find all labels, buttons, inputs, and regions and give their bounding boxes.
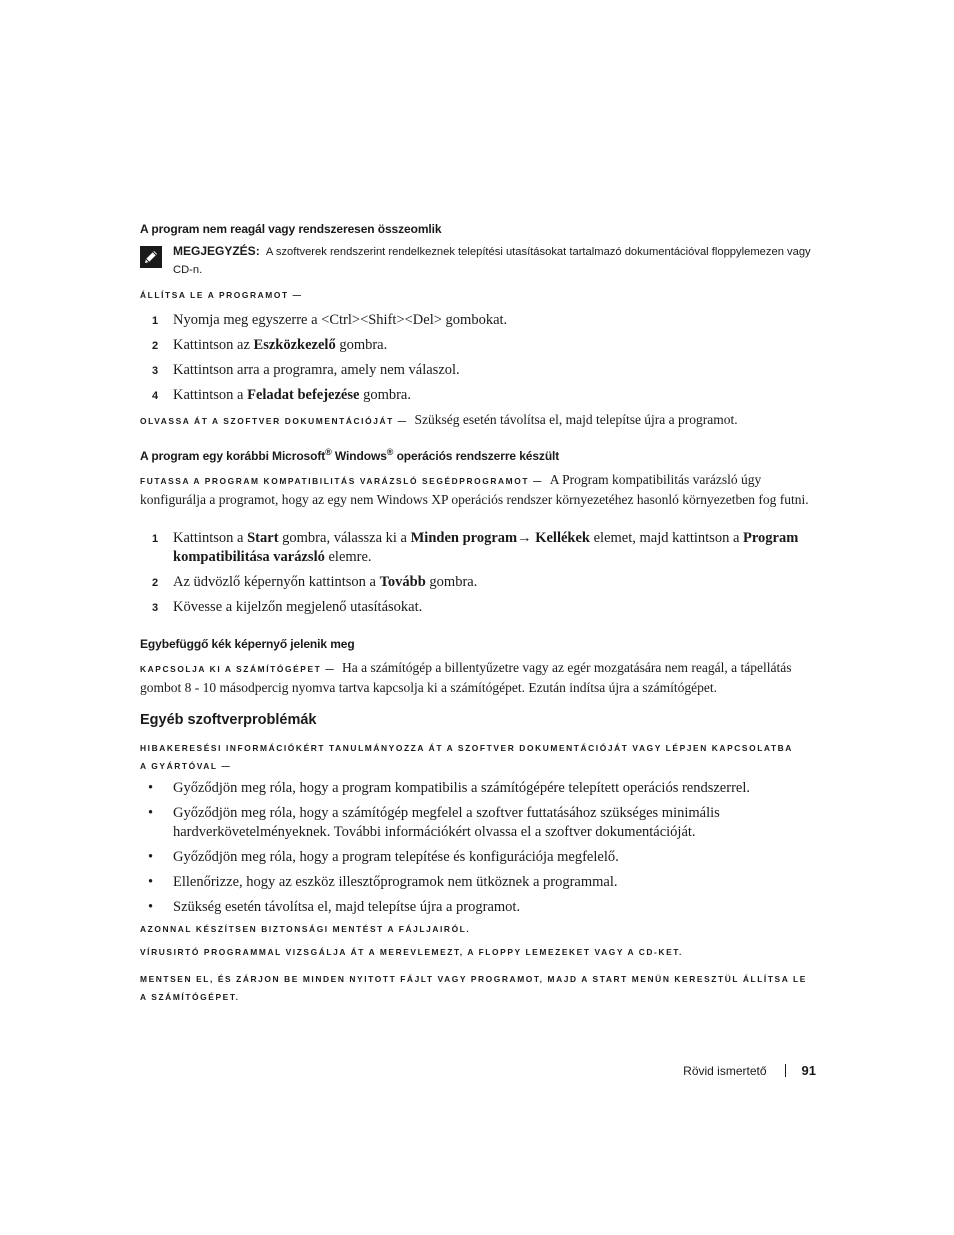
lead-compatibility-text: A Program kompatibilitás varázsló úgy konfigurálja a programot, hogy az egy nem Windows XP operációs rendszer környezetéhez hasonló környezetben fog futni.	[140, 472, 809, 507]
list-item	[152, 336, 816, 355]
note-pencil-icon	[140, 246, 162, 268]
step-ui-term: Feladat befejezése	[247, 387, 360, 403]
list-item	[148, 779, 816, 798]
section-title-other-software: Egyéb szoftverproblémák	[140, 712, 317, 728]
step-text: Az üdvözlő képernyőn kattintson a Tovább gombra.	[173, 574, 478, 590]
note-body: A szoftverek rendszerint rendelkeznek telepítési utasításokat tartalmazó dokumentációval floppylemezen vagy CD-n.	[173, 246, 811, 276]
list-item	[152, 361, 816, 380]
bullet-text: Győződjön meg róla, hogy a program kompatibilis a számítógépére telepített operációs rendszerrel.	[173, 780, 750, 796]
bullet-text: Győződjön meg róla, hogy a számítógép megfelel a szoftver futtatásához szükséges minimális hardverkövetelményeknek. További információkért olvassa el a szoftver dokumentációját.	[173, 805, 720, 840]
bullet-text: Győződjön meg róla, hogy a program telepítése és konfigurációja megfelelő.	[173, 849, 619, 865]
step-ui-term: Tovább	[379, 574, 426, 590]
note-text	[173, 242, 816, 279]
step-number: 3	[152, 365, 159, 377]
lead-virus-scan: VÍRUSIRTÓ PROGRAMMAL VIZSGÁLJA ÁT A MEREVLEMEZT, A FLOPPY LEMEZEKET VAGY A CD-KET.	[140, 947, 683, 957]
step-ui-term: Eszközkezelő	[253, 337, 336, 353]
bullet-icon: •	[148, 899, 154, 915]
list-item	[152, 386, 816, 405]
list-item	[152, 311, 816, 330]
lead-read-docs: OLVASSA ÁT A SZOFTVER DOKUMENTÁCIÓJÁT —	[140, 416, 408, 426]
footer-divider	[785, 1064, 786, 1077]
bullet-icon: •	[148, 805, 154, 821]
lead-power-off-text: Ha a számítógép a billentyűzetre vagy az egér mozgatására nem reagál, a tápellátás gombot 8 - 10 másodpercig nyomva tartva kapcsolja ki a számítógépet. Ezután indítsa újra a számítógépet.	[140, 660, 792, 695]
step-number: 4	[152, 390, 159, 402]
section-title-blue-screen: Egybefüggő kék képernyő jelenik meg	[140, 637, 355, 651]
section-title-program-not-responding: A program nem reagál vagy rendszeresen összeomlik	[140, 222, 442, 236]
lead-read-docs-paragraph	[140, 411, 816, 431]
list-item	[152, 573, 816, 592]
bullet-text: Szükség esetén távolítsa el, majd telepítse újra a programot.	[173, 899, 521, 915]
step-text: Kattintson a Feladat befejezése gombra.	[173, 387, 411, 403]
footer-section-name: Rövid ismertető	[683, 1064, 767, 1078]
step-text: Nyomja meg egyszerre a <Ctrl><Shift><Del> gombokat.	[173, 312, 508, 328]
list-item	[148, 804, 816, 842]
list-item	[148, 873, 816, 892]
step-text: Kattintson az Eszközkezelő gombra.	[173, 337, 388, 353]
note-block	[140, 242, 816, 279]
lead-troubleshooting-info: HIBAKERESÉSI INFORMÁCIÓKÉRT TANULMÁNYOZZA ÁT A SZOFTVER DOKUMENTÁCIÓJÁT VAGY LÉPJEN KAPCSOLATBA A GYÁRTÓVAL —	[140, 743, 793, 771]
step-number: 2	[152, 340, 159, 352]
lead-read-docs-text: Szükség esetén távolítsa el, majd telepítse újra a programot.	[414, 412, 738, 427]
bullet-icon: •	[148, 780, 154, 796]
list-item	[152, 529, 816, 567]
page-footer	[640, 1063, 816, 1078]
lead-compatibility-paragraph	[140, 471, 816, 509]
lead-stop-program: ÁLLÍTSA LE A PROGRAMOT —	[140, 290, 303, 300]
step-number: 3	[152, 602, 159, 614]
lead-shutdown: MENTSEN EL, ÉS ZÁRJON BE MINDEN NYITOTT FÁJLT VAGY PROGRAMOT, MAJD A START MENÜN KERESZTÜL ÁLLÍTSA LE A SZÁMÍTÓGÉPET.	[140, 974, 807, 1002]
list-item	[148, 898, 816, 917]
bullet-icon: •	[148, 849, 154, 865]
lead-power-off: KAPCSOLJA KI A SZÁMÍTÓGÉPET —	[140, 664, 336, 674]
bullet-text: Ellenőrizze, hogy az eszköz illesztőprogramok nem ütköznek a programmal.	[173, 874, 618, 890]
bullet-icon: •	[148, 874, 154, 890]
step-text: Kövesse a kijelzőn megjelenő utasításokat.	[173, 599, 423, 615]
lead-backup: AZONNAL KÉSZÍTSEN BIZTONSÁGI MENTÉST A FÁJLJAIRÓL.	[140, 924, 471, 934]
arrow-icon: →	[517, 530, 532, 546]
page-number: 91	[801, 1063, 816, 1078]
step-number: 2	[152, 577, 159, 589]
step-text: Kattintson a Start gombra, válassza ki a Minden program→ Kellékek elemet, majd kattintson a Program kompatibilitása varázsló elemre.	[173, 530, 799, 565]
section-title-older-windows: A program egy korábbi Microsoft® Windows® operációs rendszerre készült	[140, 447, 560, 463]
list-item	[148, 848, 816, 867]
step-number: 1	[152, 315, 159, 327]
step-text: Kattintson arra a programra, amely nem válaszol.	[173, 362, 460, 378]
list-item	[152, 598, 816, 617]
lead-compatibility: FUTASSA A PROGRAM KOMPATIBILITÁS VARÁZSLÓ SEGÉDPROGRAMOT —	[140, 476, 543, 486]
step-number: 1	[152, 533, 159, 545]
lead-power-off-paragraph	[140, 659, 816, 697]
note-label: MEGJEGYZÉS:	[173, 244, 260, 258]
